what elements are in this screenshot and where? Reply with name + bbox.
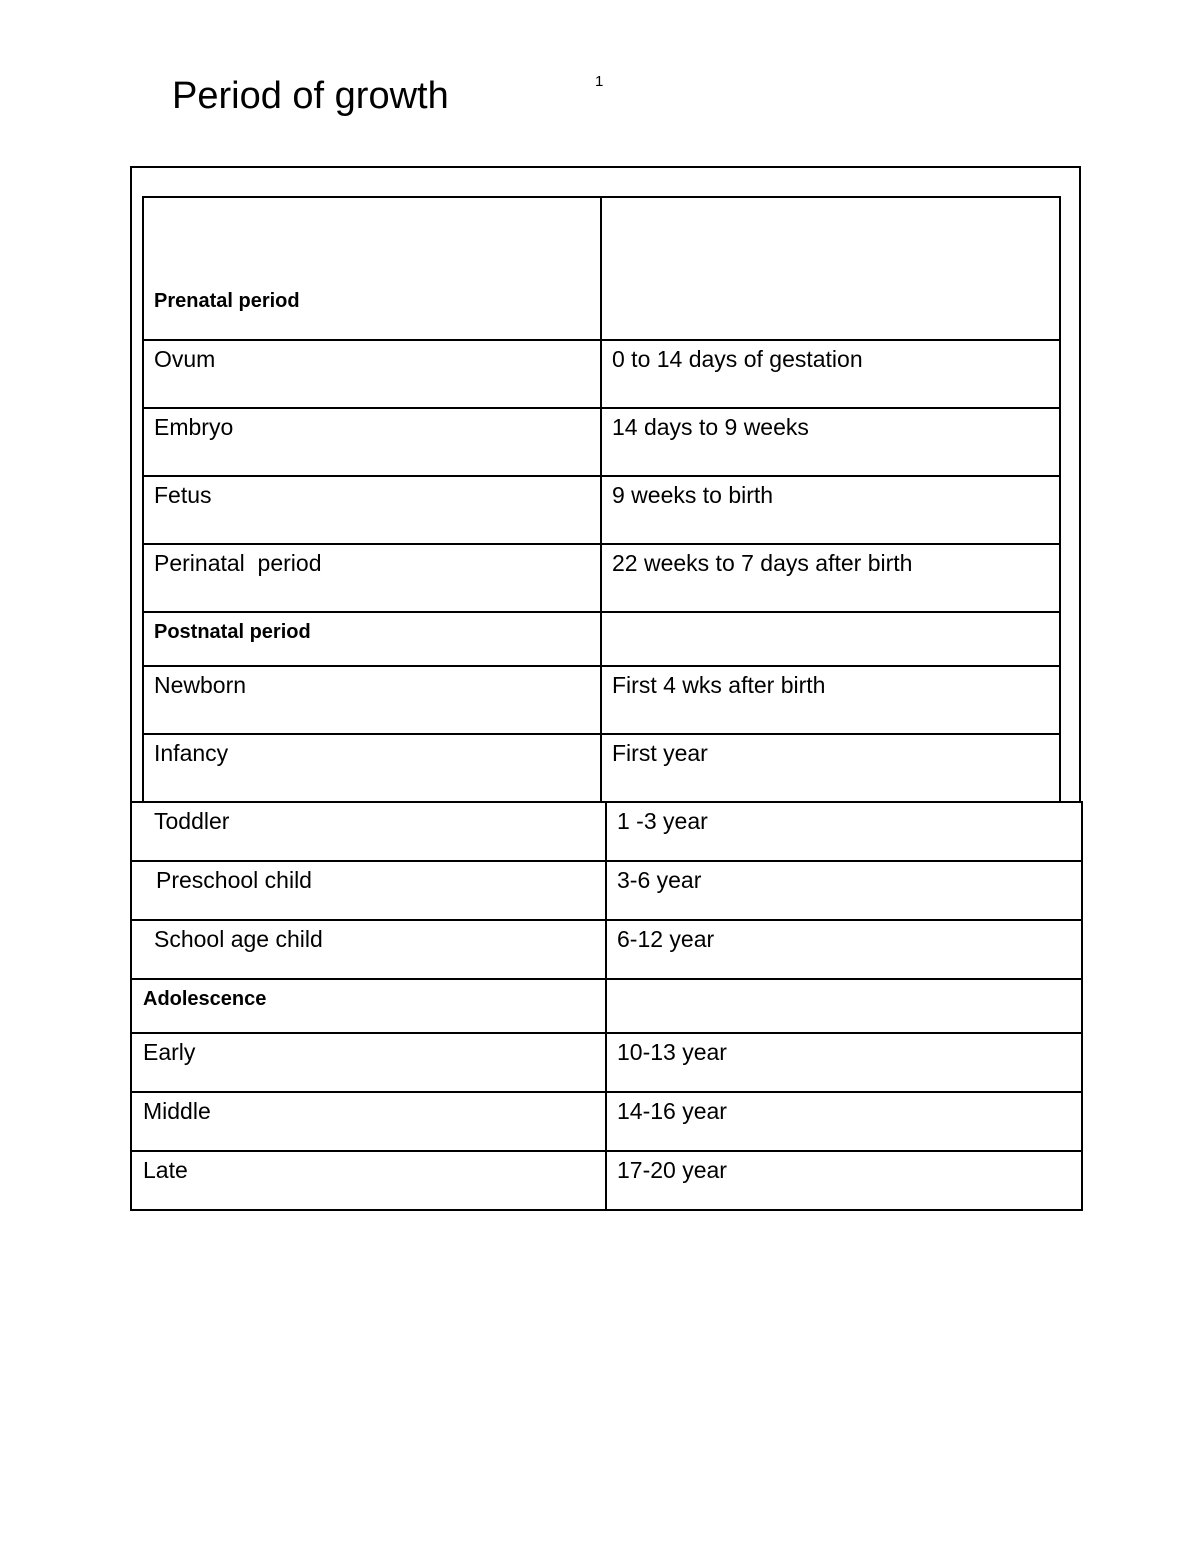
- table-row: [143, 408, 1060, 476]
- page-number: 1: [595, 73, 604, 90]
- table-cell: [601, 197, 1060, 340]
- stage-label: Newborn: [143, 666, 601, 734]
- stage-duration: 9 weeks to birth: [601, 476, 1060, 544]
- stage-label: School age child: [131, 920, 606, 979]
- stage-duration: 1 -3 year: [606, 802, 1082, 861]
- stage-label: Ovum: [143, 340, 601, 408]
- stage-label: Infancy: [143, 734, 601, 802]
- table-cell: [606, 979, 1082, 1033]
- section-header-prenatal: [143, 197, 601, 340]
- section-label: Prenatal period: [154, 290, 300, 312]
- stage-label: Early: [131, 1033, 606, 1092]
- table-row: [143, 734, 1060, 802]
- section-header-postnatal: [143, 612, 601, 666]
- table-row: [143, 544, 1060, 612]
- table-row: [131, 920, 1082, 979]
- stage-duration: 6-12 year: [606, 920, 1082, 979]
- section-label: Postnatal period: [154, 621, 311, 643]
- childhood-adolescence-table: [130, 801, 1083, 1211]
- stage-duration: 0 to 14 days of gestation: [601, 340, 1060, 408]
- prenatal-postnatal-table: [142, 196, 1061, 803]
- table-row: [131, 1033, 1082, 1092]
- stage-label: Toddler: [131, 802, 606, 861]
- stage-duration: First year: [601, 734, 1060, 802]
- table-row: [131, 979, 1082, 1033]
- table-row: [131, 802, 1082, 861]
- table-row: [143, 612, 1060, 666]
- table-row: [143, 340, 1060, 408]
- stage-duration: 10-13 year: [606, 1033, 1082, 1092]
- stage-duration: First 4 wks after birth: [601, 666, 1060, 734]
- stage-label: Preschool child: [131, 861, 606, 920]
- table-cell: [601, 612, 1060, 666]
- stage-duration: 14 days to 9 weeks: [601, 408, 1060, 476]
- table-row: [143, 666, 1060, 734]
- stage-label: Fetus: [143, 476, 601, 544]
- stage-duration: 14-16 year: [606, 1092, 1082, 1151]
- stage-duration: 17-20 year: [606, 1151, 1082, 1210]
- stage-label: Middle: [131, 1092, 606, 1151]
- page-title: Period of growth: [172, 75, 449, 117]
- section-label: Adolescence: [143, 988, 267, 1010]
- stage-label: Late: [131, 1151, 606, 1210]
- section-header-adolescence: [131, 979, 606, 1033]
- stage-duration: 3-6 year: [606, 861, 1082, 920]
- table-row: [131, 1151, 1082, 1210]
- table-row: [131, 861, 1082, 920]
- stage-label: Perinatal period: [143, 544, 601, 612]
- table-row: [143, 197, 1060, 340]
- stage-duration: 22 weeks to 7 days after birth: [601, 544, 1060, 612]
- stage-label: Embryo: [143, 408, 601, 476]
- table-row: [143, 476, 1060, 544]
- table-row: [131, 1092, 1082, 1151]
